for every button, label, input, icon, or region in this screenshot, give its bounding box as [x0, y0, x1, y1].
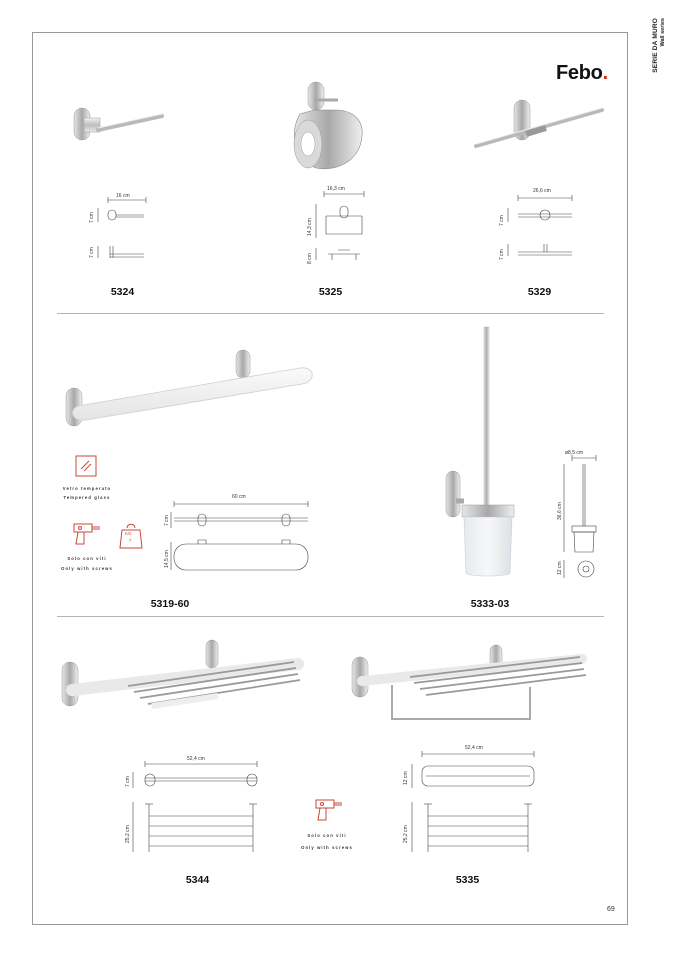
- dim-h2-5319-60: 14,5 cm: [164, 550, 170, 568]
- weight-unit: KG: [125, 531, 132, 536]
- drawing-5324: [96, 196, 156, 266]
- drill-icon: [314, 796, 344, 824]
- drawing-5319-60: [170, 498, 312, 574]
- dim-h1-5335: 12 cm: [403, 771, 409, 785]
- glass-label-it: Vetro temperato: [62, 486, 112, 491]
- product-image-5319-60: [60, 346, 320, 436]
- screws-label-en: Only with screws: [61, 566, 113, 571]
- drawing-5329: [506, 192, 578, 264]
- product-image-5333-03: [440, 325, 530, 580]
- product-code: 5333-03: [470, 598, 510, 610]
- drawing-5344: [131, 760, 271, 856]
- screws-label-it: Solo con viti: [67, 556, 107, 561]
- product-code: 5325: [318, 286, 343, 298]
- screws-label-en: Only with screws: [301, 845, 353, 850]
- dim-h2-5329: 7 cm: [499, 249, 505, 260]
- product-code: 5335: [455, 874, 480, 886]
- dim-width-5335: 52,4 cm: [465, 745, 483, 751]
- section-divider: [57, 616, 604, 617]
- dim-h2-5344: 25,2 cm: [125, 825, 131, 843]
- dim-h2-5335: 25,2 cm: [403, 825, 409, 843]
- dim-width-5325: 16,3 cm: [327, 186, 345, 192]
- dim-h2-5333-03: 12 cm: [557, 561, 563, 575]
- dim-width-5344: 52,4 cm: [187, 756, 205, 762]
- product-code: 5324: [110, 286, 135, 298]
- product-image-5329: [470, 96, 610, 156]
- drawing-5335: [410, 750, 542, 856]
- drill-icon: [72, 520, 102, 548]
- dim-width-5329: 26,6 cm: [533, 188, 551, 194]
- screws-label-it: Solo con viti: [307, 833, 347, 838]
- section-divider: [57, 313, 604, 314]
- product-image-5325: [290, 80, 370, 175]
- sidebar-label: [652, 18, 672, 98]
- sidebar-subtitle: Wall series: [660, 18, 666, 47]
- dim-h2-5325: 8 cm: [307, 253, 313, 264]
- dim-h2-5324: 7 cm: [89, 247, 95, 258]
- drawing-5325: [314, 190, 374, 265]
- dim-h1-5324: 7 cm: [89, 212, 95, 223]
- brand-logo: [556, 62, 608, 85]
- dim-diameter-5333-03: ø8,5 cm: [565, 450, 584, 456]
- dim-h1-5333-03: 36,6 cm: [557, 502, 563, 520]
- sidebar-title: SERIE DA MURO: [652, 18, 659, 73]
- brand-dot: .: [602, 62, 608, 84]
- product-image-5344: [58, 636, 308, 716]
- tempered-glass-icon: [75, 455, 97, 477]
- product-code: 5329: [527, 286, 552, 298]
- dim-h1-5325: 14,3 cm: [307, 218, 313, 236]
- product-code: 5344: [185, 874, 210, 886]
- product-code: 5319-60: [150, 598, 190, 610]
- weight-icon: [118, 522, 144, 550]
- dim-width-5319-60: 60 cm: [232, 494, 246, 500]
- glass-label-en: Tempered glass: [63, 495, 111, 500]
- dim-width-5324: 16 cm: [116, 193, 130, 199]
- brand-name: Febo: [556, 62, 603, 84]
- product-image-5324: [70, 100, 170, 150]
- dim-h1-5329: 7 cm: [499, 215, 505, 226]
- dim-h1-5344: 7 cm: [125, 776, 131, 787]
- dim-h1-5319-60: 7 cm: [164, 515, 170, 526]
- weight-value: 7: [129, 538, 132, 543]
- drawing-5333-03: [562, 454, 602, 584]
- page-number: 69: [607, 906, 615, 913]
- product-image-5335: [350, 643, 590, 728]
